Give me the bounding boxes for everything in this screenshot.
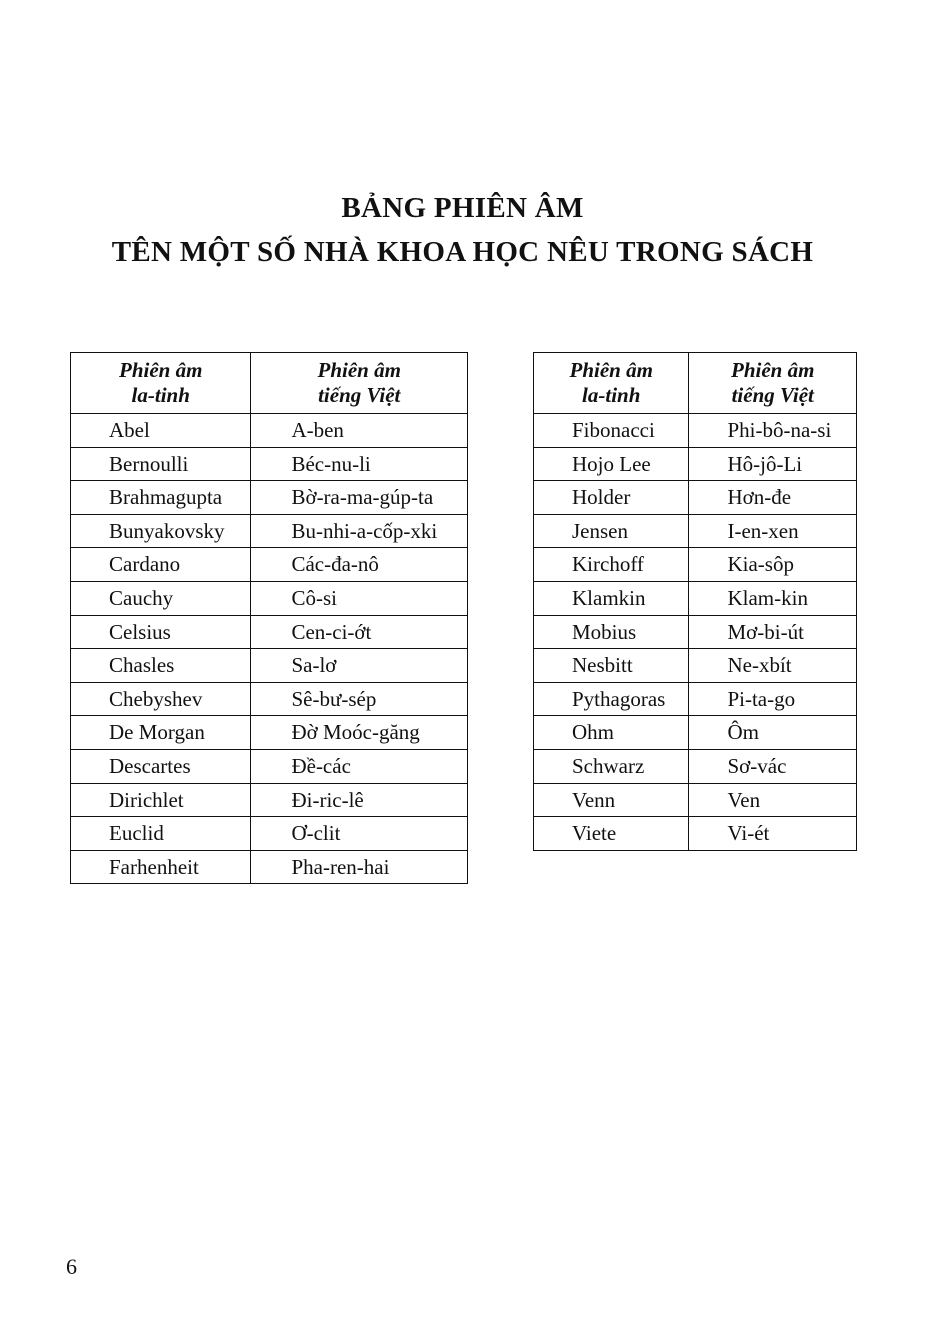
header-latin bbox=[534, 353, 689, 414]
latin-name-cell: Hojo Lee bbox=[534, 447, 689, 481]
table-row bbox=[71, 749, 468, 783]
phonetic-table-right bbox=[533, 352, 857, 851]
vietnamese-name-cell: Hơn-đe bbox=[689, 481, 857, 515]
latin-name-cell: Cauchy bbox=[71, 581, 251, 615]
vietnamese-name-cell: Bờ-ra-ma-gúp-ta bbox=[251, 481, 468, 515]
table-row bbox=[534, 749, 857, 783]
latin-name-cell: Ohm bbox=[534, 716, 689, 750]
vietnamese-name-cell: Ôm bbox=[689, 716, 857, 750]
vietnamese-name-cell: A-ben bbox=[251, 414, 468, 448]
table-row bbox=[71, 548, 468, 582]
vietnamese-name-cell: Sê-bư-sép bbox=[251, 682, 468, 716]
latin-name-cell: Dirichlet bbox=[71, 783, 251, 817]
latin-name-cell: Mobius bbox=[534, 615, 689, 649]
latin-name-cell: Fibonacci bbox=[534, 414, 689, 448]
header-viet-line-2: tiếng Việt bbox=[731, 383, 814, 407]
header-latin-line-1: Phiên âm bbox=[569, 358, 653, 382]
vietnamese-name-cell: Pi-ta-go bbox=[689, 682, 857, 716]
header-latin-line-2: la-tinh bbox=[131, 383, 190, 407]
vietnamese-name-cell: Bu-nhi-a-cốp-xki bbox=[251, 514, 468, 548]
latin-name-cell: Chasles bbox=[71, 649, 251, 683]
vietnamese-name-cell: Các-đa-nô bbox=[251, 548, 468, 582]
header-viet bbox=[251, 353, 468, 414]
vietnamese-name-cell: Mơ-bi-út bbox=[689, 615, 857, 649]
latin-name-cell: De Morgan bbox=[71, 716, 251, 750]
phonetic-table-left bbox=[70, 352, 468, 884]
table-row bbox=[534, 481, 857, 515]
vietnamese-name-cell: Ne-xbít bbox=[689, 649, 857, 683]
header-viet-line-1: Phiên âm bbox=[317, 358, 401, 382]
vietnamese-name-cell: Kia-sôp bbox=[689, 548, 857, 582]
latin-name-cell: Bunyakovsky bbox=[71, 514, 251, 548]
table-row bbox=[71, 682, 468, 716]
table-row bbox=[71, 581, 468, 615]
vietnamese-name-cell: I-en-xen bbox=[689, 514, 857, 548]
vietnamese-name-cell: Cen-ci-ớt bbox=[251, 615, 468, 649]
table-row bbox=[534, 514, 857, 548]
table-row bbox=[534, 548, 857, 582]
table-row bbox=[71, 817, 468, 851]
vietnamese-name-cell: Vi-ét bbox=[689, 817, 857, 851]
table-row bbox=[71, 649, 468, 683]
latin-name-cell: Venn bbox=[534, 783, 689, 817]
header-latin bbox=[71, 353, 251, 414]
latin-name-cell: Klamkin bbox=[534, 581, 689, 615]
latin-name-cell: Chebyshev bbox=[71, 682, 251, 716]
vietnamese-name-cell: Ơ-clit bbox=[251, 817, 468, 851]
table-row bbox=[71, 414, 468, 448]
latin-name-cell: Schwarz bbox=[534, 749, 689, 783]
vietnamese-name-cell: Đề-các bbox=[251, 749, 468, 783]
latin-name-cell: Kirchoff bbox=[534, 548, 689, 582]
table-row bbox=[71, 716, 468, 750]
latin-name-cell: Bernoulli bbox=[71, 447, 251, 481]
vietnamese-name-cell: Ven bbox=[689, 783, 857, 817]
table-body-left bbox=[71, 414, 468, 884]
table-row bbox=[534, 716, 857, 750]
table-row bbox=[534, 682, 857, 716]
vietnamese-name-cell: Đi-ric-lê bbox=[251, 783, 468, 817]
vietnamese-name-cell: Pha-ren-hai bbox=[251, 850, 468, 884]
latin-name-cell: Abel bbox=[71, 414, 251, 448]
header-viet-line-2: tiếng Việt bbox=[318, 383, 401, 407]
vietnamese-name-cell: Klam-kin bbox=[689, 581, 857, 615]
table-row bbox=[534, 414, 857, 448]
table-row bbox=[71, 481, 468, 515]
table-row bbox=[534, 615, 857, 649]
vietnamese-name-cell: Phi-bô-na-si bbox=[689, 414, 857, 448]
vietnamese-name-cell: Sơ-vác bbox=[689, 749, 857, 783]
latin-name-cell: Descartes bbox=[71, 749, 251, 783]
table-row bbox=[71, 447, 468, 481]
header-viet bbox=[689, 353, 857, 414]
latin-name-cell: Viete bbox=[534, 817, 689, 851]
table-header-row bbox=[71, 353, 468, 414]
header-latin-line-1: Phiên âm bbox=[119, 358, 203, 382]
latin-name-cell: Celsius bbox=[71, 615, 251, 649]
vietnamese-name-cell: Hô-jô-Li bbox=[689, 447, 857, 481]
latin-name-cell: Euclid bbox=[71, 817, 251, 851]
table-header-row bbox=[534, 353, 857, 414]
latin-name-cell: Holder bbox=[534, 481, 689, 515]
table-body-right bbox=[534, 414, 857, 851]
page-title-line-2: TÊN MỘT SỐ NHÀ KHOA HỌC NÊU TRONG SÁCH bbox=[111, 236, 814, 268]
latin-name-cell: Cardano bbox=[71, 548, 251, 582]
table-row bbox=[71, 783, 468, 817]
vietnamese-name-cell: Béc-nu-li bbox=[251, 447, 468, 481]
table-row bbox=[71, 514, 468, 548]
table-row bbox=[534, 783, 857, 817]
header-viet-line-1: Phiên âm bbox=[731, 358, 815, 382]
vietnamese-name-cell: Đờ Moóc-găng bbox=[251, 716, 468, 750]
vietnamese-name-cell: Cô-si bbox=[251, 581, 468, 615]
header-latin-line-2: la-tinh bbox=[582, 383, 641, 407]
latin-name-cell: Brahmagupta bbox=[71, 481, 251, 515]
vietnamese-name-cell: Sa-lơ bbox=[251, 649, 468, 683]
latin-name-cell: Nesbitt bbox=[534, 649, 689, 683]
latin-name-cell: Jensen bbox=[534, 514, 689, 548]
table-row bbox=[534, 581, 857, 615]
table-row bbox=[71, 850, 468, 884]
table-row bbox=[71, 615, 468, 649]
table-row bbox=[534, 447, 857, 481]
page-title-line-1: BẢNG PHIÊN ÂM bbox=[341, 192, 584, 224]
table-row bbox=[534, 817, 857, 851]
latin-name-cell: Pythagoras bbox=[534, 682, 689, 716]
latin-name-cell: Farhenheit bbox=[71, 850, 251, 884]
page-number: 6 bbox=[66, 1254, 77, 1279]
table-row bbox=[534, 649, 857, 683]
